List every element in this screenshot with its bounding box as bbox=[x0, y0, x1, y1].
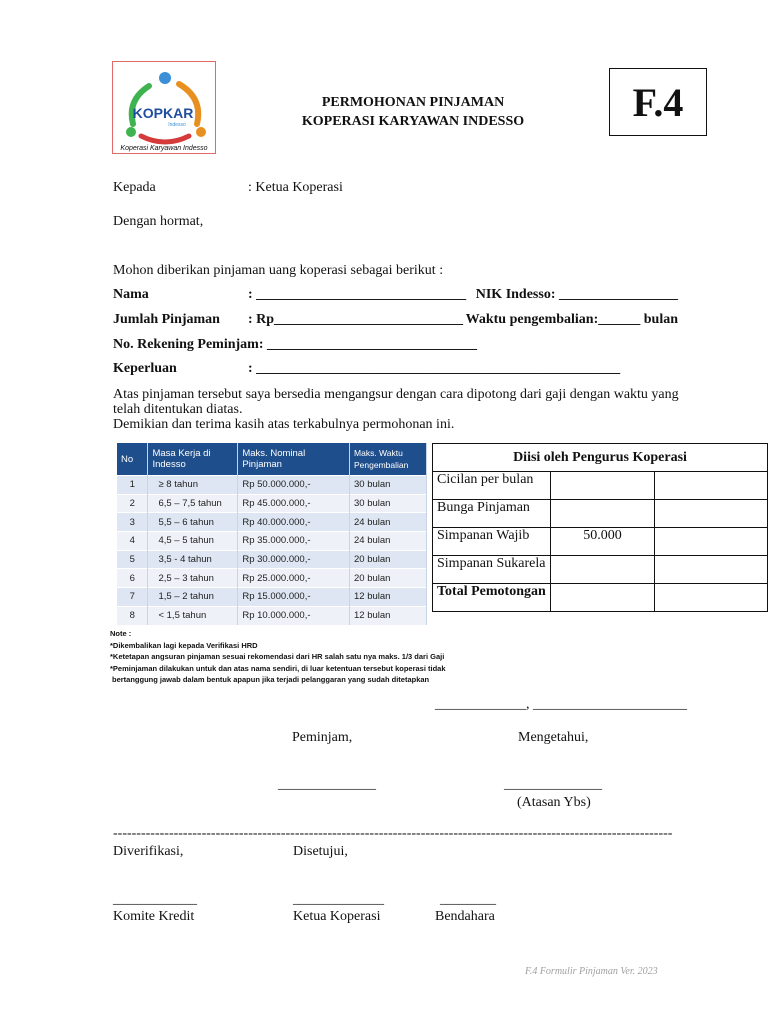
keperluan-label: Keperluan bbox=[113, 361, 177, 376]
table-row: 4 4,5 – 5 tahun Rp 35.000.000,- 24 bulan bbox=[117, 532, 427, 551]
loan-limit-table bbox=[117, 443, 427, 625]
atasan-signature-line[interactable]: ______________ bbox=[504, 777, 602, 792]
date-line[interactable]: _____________, ______________________ bbox=[435, 697, 687, 712]
atasan-label: (Atasan Ybs) bbox=[517, 795, 591, 810]
svg-text:KOPKAR: KOPKAR bbox=[132, 105, 194, 121]
rekening-field[interactable]: No. Rekening Peminjam: ______________________________ bbox=[113, 337, 477, 352]
nama-label: Nama bbox=[113, 287, 149, 302]
note-item: *Ketetapan angsuran pinjaman sesuai rekomendasi dari HR salah satu nya maks. 1/3 dari Gaji bbox=[110, 652, 445, 661]
simpanan-wajib-value[interactable]: 50.000 bbox=[550, 528, 654, 556]
bendahara-label: Bendahara bbox=[435, 909, 495, 924]
ketua-label: Ketua Koperasi bbox=[293, 909, 381, 924]
table-row: 8 < 1,5 tahun Rp 10.000.000,- 12 bulan bbox=[117, 606, 427, 624]
table-row: Simpanan Wajib 50.000 bbox=[433, 528, 768, 556]
nik-field[interactable]: NIK Indesso: _________________ bbox=[475, 287, 678, 302]
svg-text:Indesso: Indesso bbox=[168, 122, 186, 128]
footer-version: F.4 Formulir Pinjaman Ver. 2023 bbox=[525, 966, 658, 977]
logo-graphic bbox=[113, 62, 215, 153]
note-item: bertanggung jawab dalam bentuk apapun jika terjadi pelanggaran yang sudah ditetapkan bbox=[112, 675, 430, 684]
table-row: 7 1,5 – 2 tahun Rp 15.000.000,- 12 bulan bbox=[117, 588, 427, 607]
keperluan-field[interactable]: : ____________________________________________________ bbox=[248, 361, 621, 376]
note-item: *Peminjaman dilakukan untuk dan atas nama sendiri, di luar ketentuan tersebut koperasi tidak bbox=[110, 663, 446, 673]
kopkar-logo bbox=[112, 61, 216, 154]
komite-signature-line[interactable]: ____________ bbox=[113, 892, 197, 907]
form-code: F.4 bbox=[609, 68, 707, 136]
bendahara-signature-line[interactable]: ________ bbox=[440, 892, 496, 907]
jumlah-label: Jumlah Pinjaman bbox=[113, 312, 220, 327]
notes-title: Note : bbox=[110, 629, 132, 638]
table-row: Cicilan per bulan bbox=[433, 472, 768, 500]
col-nominal: Maks. Nominal Pinjaman bbox=[238, 443, 350, 476]
pengurus-table bbox=[432, 443, 768, 612]
notes bbox=[110, 628, 450, 686]
table-row: 6 2,5 – 3 tahun Rp 25.000.000,- 20 bulan bbox=[117, 569, 427, 588]
ketua-signature-line[interactable]: _____________ bbox=[293, 892, 384, 907]
table-row: Bunga Pinjaman bbox=[433, 500, 768, 528]
diverifikasi-label: Diverifikasi, bbox=[113, 844, 184, 859]
peminjam-signature-line[interactable]: ______________ bbox=[278, 777, 376, 792]
mengetahui-label: Mengetahui, bbox=[518, 730, 589, 745]
kepada-label: Kepada bbox=[113, 180, 156, 195]
statement: Atas pinjaman tersebut saya bersedia mengangsur dengan cara dipotong dari gaji dengan waktu yang telah ditentukan diatas. Demikian dan terima kasih atas terkabulnya permohonan ini. bbox=[113, 387, 679, 432]
komite-label: Komite Kredit bbox=[113, 909, 195, 924]
intro-text: Mohon diberikan pinjaman uang koperasi sebagai berikut : bbox=[113, 263, 444, 278]
simpanan-sukarela-value[interactable] bbox=[550, 556, 654, 584]
col-no: No bbox=[117, 443, 148, 476]
total-value[interactable] bbox=[550, 584, 654, 612]
jumlah-field[interactable]: : Rp___________________________ bbox=[248, 312, 464, 327]
table-row: Simpanan Sukarela bbox=[433, 556, 768, 584]
waktu-field[interactable]: Waktu pengembalian:______ bulan bbox=[465, 312, 678, 327]
salutation: Dengan hormat, bbox=[113, 214, 204, 229]
note-item: *Dikembalikan lagi kepada Verifikasi HRD bbox=[110, 640, 258, 650]
kepada-value: : Ketua Koperasi bbox=[248, 180, 343, 195]
disetujui-label: Disetujui, bbox=[293, 844, 348, 859]
table-row: 3 5,5 – 6 tahun Rp 40.000.000,- 24 bulan bbox=[117, 513, 427, 532]
separator: ------------------------------------------------------------------------------------------------------------------------ bbox=[113, 826, 673, 841]
nama-field[interactable]: : ______________________________ bbox=[248, 287, 467, 302]
col-waktu: Maks. Waktu Pengembalian bbox=[350, 443, 427, 476]
table-row: 5 3,5 - 4 tahun Rp 30.000.000,- 20 bulan bbox=[117, 550, 427, 569]
bunga-value[interactable] bbox=[550, 500, 654, 528]
table-row: Total Pemotongan bbox=[433, 584, 768, 612]
svg-text:Koperasi Karyawan Indesso: Koperasi Karyawan Indesso bbox=[120, 145, 208, 152]
peminjam-label: Peminjam, bbox=[292, 730, 353, 745]
cicilan-value[interactable] bbox=[550, 472, 654, 500]
table-row: 2 6,5 – 7,5 tahun Rp 45.000.000,- 30 bulan bbox=[117, 494, 427, 513]
form-title: PERMOHONAN PINJAMAN KOPERASI KARYAWAN INDESSO bbox=[301, 95, 525, 129]
col-masa-kerja: Masa Kerja di Indesso bbox=[148, 443, 238, 476]
pengurus-header: Diisi oleh Pengurus Koperasi bbox=[433, 444, 768, 472]
table-row: 1 ≥ 8 tahun Rp 50.000.000,- 30 bulan bbox=[117, 476, 427, 495]
